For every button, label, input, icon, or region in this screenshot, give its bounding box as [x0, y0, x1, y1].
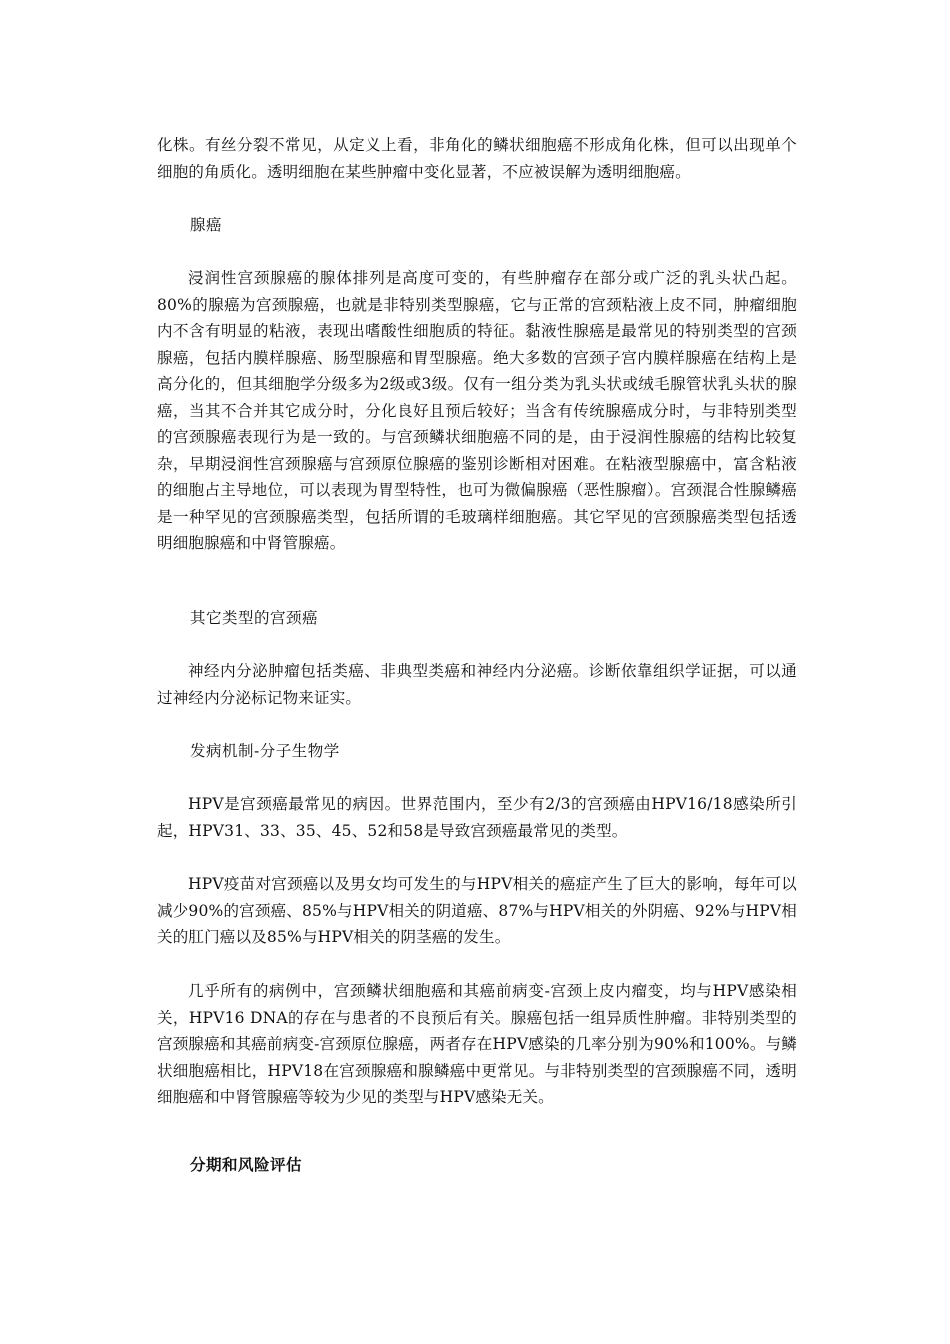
paragraph-intro: 化株。有丝分裂不常见，从定义上看，非角化的鳞状细胞癌不形成角化株，但可以出现单个细胞的角质化。透明细胞在某些肿瘤中变化显著，不应被误解为透明细胞癌。 — [157, 136, 797, 181]
paragraph-hpv-cause: HPV是宫颈癌最常见的病因。世界范围内，至少有2/3的宫颈癌由HPV16/18感染所引起，HPV31、33、35、45、52和58是导致宫颈癌最常见的类型。 — [157, 795, 797, 840]
paragraph-other-types: 神经内分泌肿瘤包括类癌、非典型类癌和神经内分泌癌。诊断依靠组织学证据，可以通过神经内分泌标记物来证实。 — [157, 662, 797, 707]
heading-adenocarcinoma: 腺癌 — [190, 216, 223, 234]
heading-staging-risk: 分期和风险评估 — [190, 1156, 303, 1174]
heading-pathogenesis: 发病机制-分子生物学 — [190, 742, 340, 760]
heading-other-types: 其它类型的宫颈癌 — [190, 609, 319, 627]
paragraph-adenocarcinoma: 浸润性宫颈腺癌的腺体排列是高度可变的，有些肿瘤存在部分或广泛的乳头状凸起。80%的腺癌为宫颈腺癌，也就是非特别类型腺癌，它与正常的宫颈粘液上皮不同，肿瘤细胞内不含有明显的粘液，表现出嗜酸性细胞质的特征。黏液性腺癌是最常见的特别类型的宫颈腺癌，包括内膜样腺癌、肠型腺癌和胃型腺癌。绝大多数的宫颈子宫内膜样腺癌在结构上是高分化的，但其细胞学分级多为2级或3级。仅有一组分类为乳头状或绒毛腺管状乳头状的腺癌，当其不合并其它成分时，分化良好且预后较好；当含有传统腺癌成分时，与非特别类型的宫颈腺癌表现行为是一致的。与宫颈鳞状细胞癌不同的是，由于浸润性腺癌的结构比较复杂，早期浸润性宫颈腺癌与宫颈原位腺癌的鉴别诊断相对困难。在粘液型腺癌中，富含粘液的细胞占主导地位，可以表现为胃型特性，也可为微偏腺癌（恶性腺瘤）。宫颈混合性腺鳞癌是一种罕见的宫颈腺癌类型，包括所谓的毛玻璃样细胞癌。其它罕见的宫颈腺癌类型包括透明细胞腺癌和中肾管腺癌。 — [157, 269, 797, 552]
paragraph-hpv-association: 几乎所有的病例中，宫颈鳞状细胞癌和其癌前病变-宫颈上皮内瘤变，均与HPV感染相关，HPV16 DNA的存在与患者的不良预后有关。腺癌包括一组异质性肿瘤。非特别类型的宫颈腺癌和其癌前病变-宫颈原位腺癌，两者存在HPV感染的几率分别为90%和100%。与鳞状细胞癌相比，HPV18在宫颈腺癌和腺鳞癌中更常见。与非特别类型的宫颈腺癌不同，透明细胞癌和中肾管腺癌等较为少见的类型与HPV感染无关。 — [157, 982, 797, 1106]
paragraph-hpv-vaccine: HPV疫苗对宫颈癌以及男女均可发生的与HPV相关的癌症产生了巨大的影响，每年可以减少90%的宫颈癌、85%与HPV相关的阴道癌、87%与HPV相关的外阴癌、92%与HPV相关的肛门癌以及85%与HPV相关的阴茎癌的发生。 — [157, 875, 797, 946]
